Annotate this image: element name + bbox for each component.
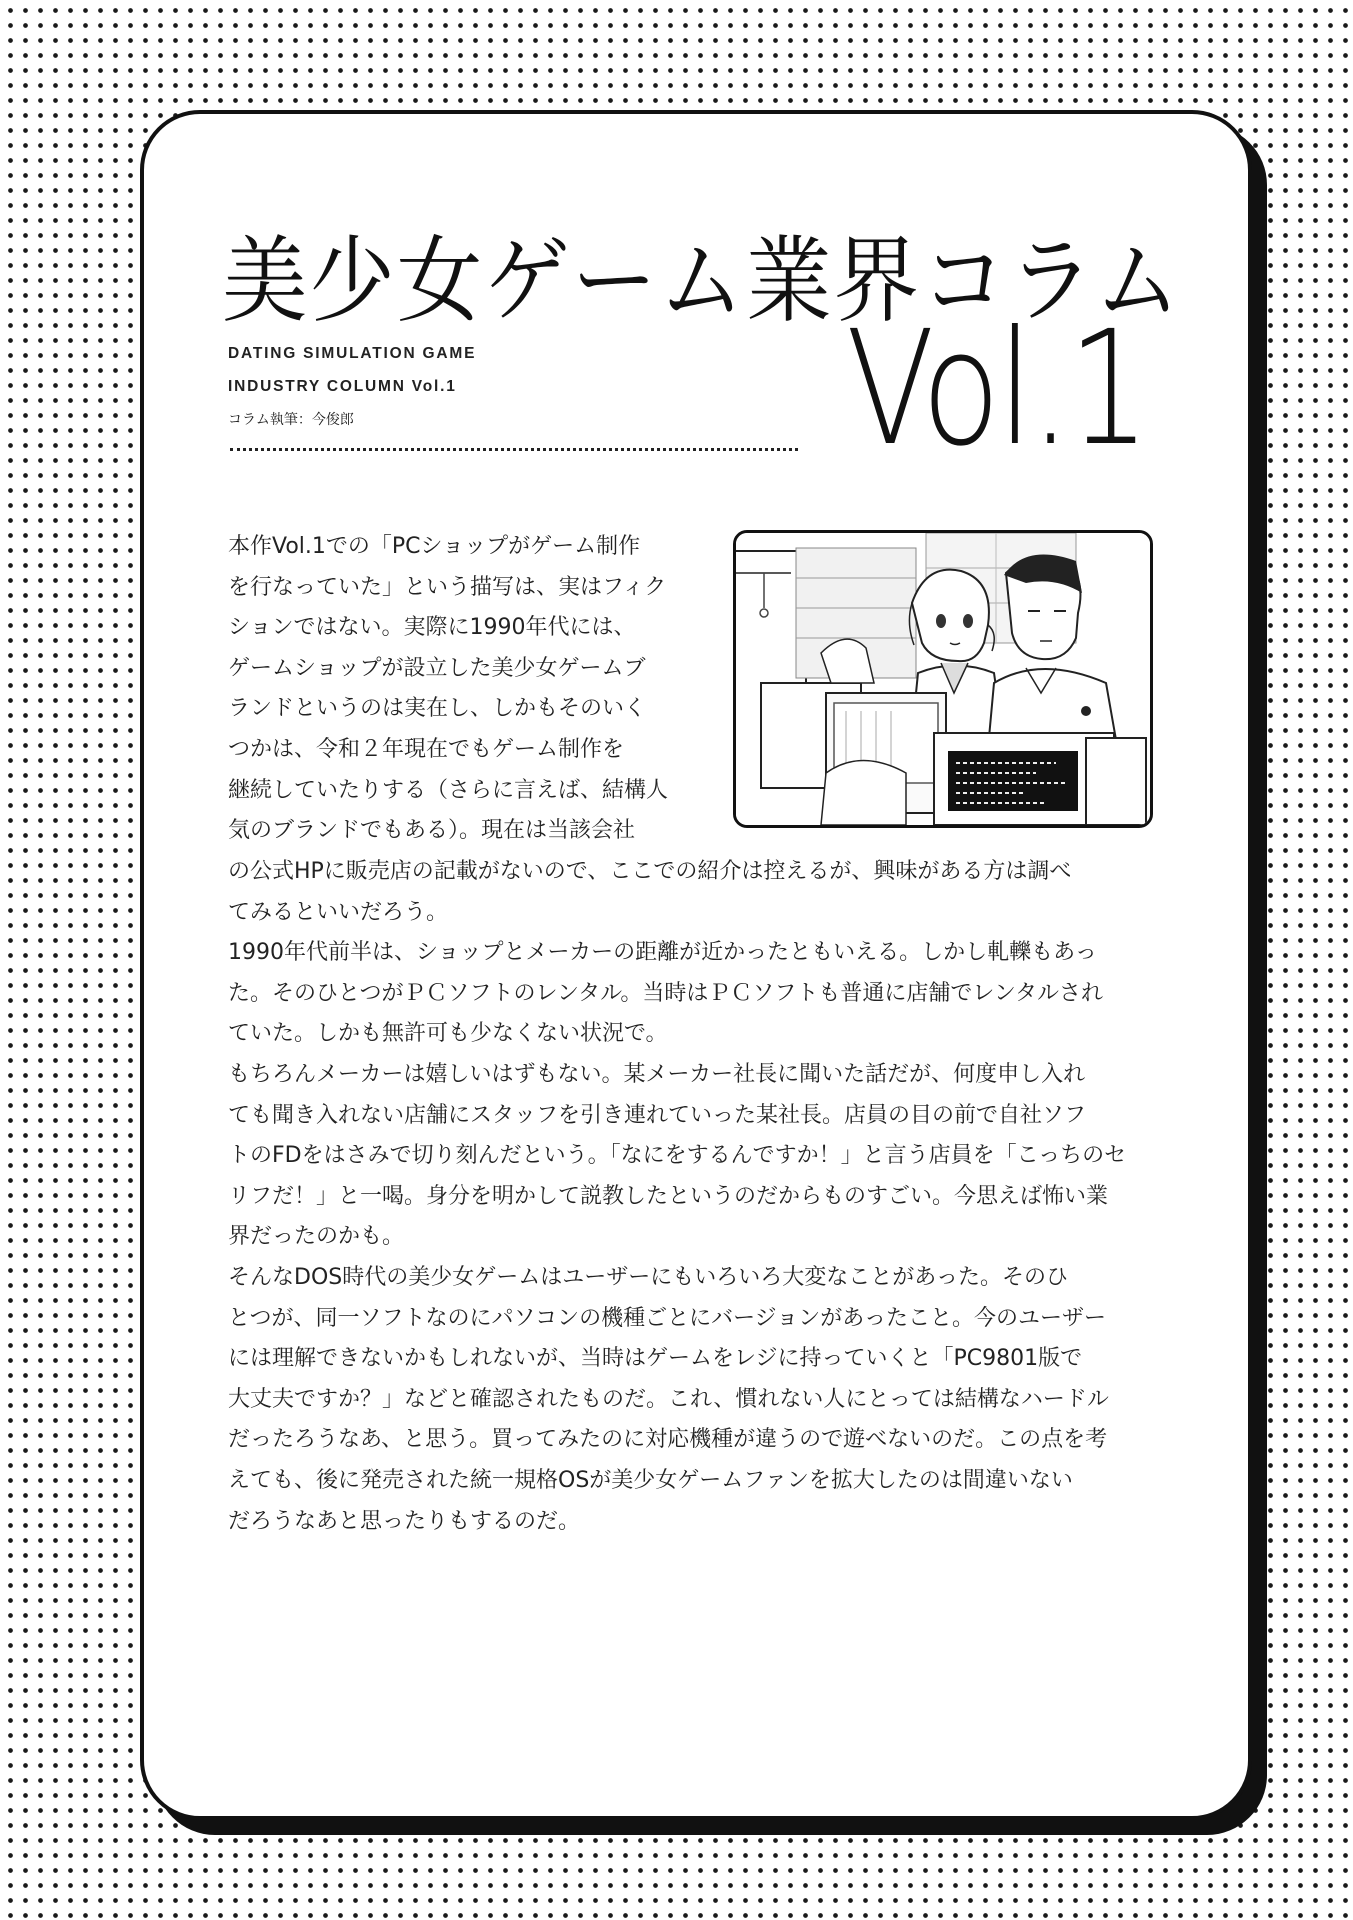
subtitle-line-2: INDUSTRY COLUMN Vol.1 <box>228 378 457 395</box>
text-line: 大丈夫ですか？」などと確認されたものだ。これ、慣れない人にとっては結構なハードル <box>228 1386 1109 1412</box>
text-line: もちろんメーカーは嬉しいはずもない。某メーカー社長に聞いた話だが、何度申し入れ <box>228 1061 1086 1087</box>
text-line: 継続していたりする（さらに言えば、結構人 <box>228 777 669 803</box>
text-line: には理解できないかもしれないが、当時はゲームをレジに持っていくと「PC9801版で <box>228 1346 1083 1372</box>
text-line: だったろうなあ、と思う。買ってみたのに対応機種が違うので遊べないのだ。この点を考 <box>228 1427 1108 1453</box>
text-line: 本作Vol.1での「PCショップがゲーム制作 <box>228 534 641 559</box>
text-line: そんなDOS時代の美少女ゲームはユーザーにもいろいろ大変なことがあった。そのひ <box>228 1264 1069 1290</box>
text-line: とつが、同一ソフトなのにパソコンの機種ごとにバージョンがあったこと。今のユーザー <box>228 1305 1107 1331</box>
text-line: えても、後に発売された統一規格OSが美少女ゲームファンを拡大したのは間違いない <box>228 1467 1073 1493</box>
text-line: 1990年代前半は、ショップとメーカーの距離が近かったともいえる。しかし軋轢もあっ <box>228 940 1097 966</box>
text-line: 界だったのかも。 <box>228 1224 405 1250</box>
text-line: つかは、令和２年現在でもゲーム制作を <box>228 736 625 762</box>
manga-illustration-icon <box>733 530 1153 828</box>
dotted-divider <box>230 448 798 451</box>
text-line: を行なっていた」という描写は、実はフィク <box>228 574 667 600</box>
text-line: ランドというのは実在し、しかもそのいく <box>228 696 647 722</box>
text-line: だろうなあと思ったりもするのだ。 <box>228 1508 581 1534</box>
text-line: た。そのひとつがＰＣソフトのレンタル。当時はＰＣソフトも普通に店舗でレンタルされ <box>228 980 1103 1006</box>
body-text <box>228 852 1126 1542</box>
text-line: 気のブランドでもある）。現在は当該会社 <box>228 818 636 844</box>
text-line: の公式HPに販売店の記載がないので、ここでの紹介は控えるが、興味がある方は調べ <box>228 859 1072 884</box>
text-line: ションではない。実際に1990年代には、 <box>228 615 636 641</box>
text-line: ていた。しかも無許可も少なくない状況で。 <box>228 1021 668 1047</box>
text-line: ても聞き入れない店舗にスタッフを引き連れていった某社長。店員の目の前で自社ソフ <box>228 1102 1087 1128</box>
author-credit: コラム執筆：今俊郎 <box>228 412 354 428</box>
text-line: トのFDをはさみで切り刻んだという。「なにをするんですか！」と言う店員を「こっちのセ <box>228 1143 1127 1169</box>
subtitle-line-1: DATING SIMULATION GAME <box>228 345 477 362</box>
intro-paragraph <box>228 527 668 852</box>
volume-label: Vol.1 <box>846 297 1148 481</box>
page-title: 美少女ゲーム業界コラム <box>222 227 1183 336</box>
text-line: リフだ！」と一喝。身分を明かして説教したというのだからものすごい。今思えば怖い業 <box>228 1183 1109 1209</box>
text-line: てみるといいだろう。 <box>228 899 449 925</box>
text-line: ゲームショップが設立した美少女ゲームブ <box>228 655 646 681</box>
